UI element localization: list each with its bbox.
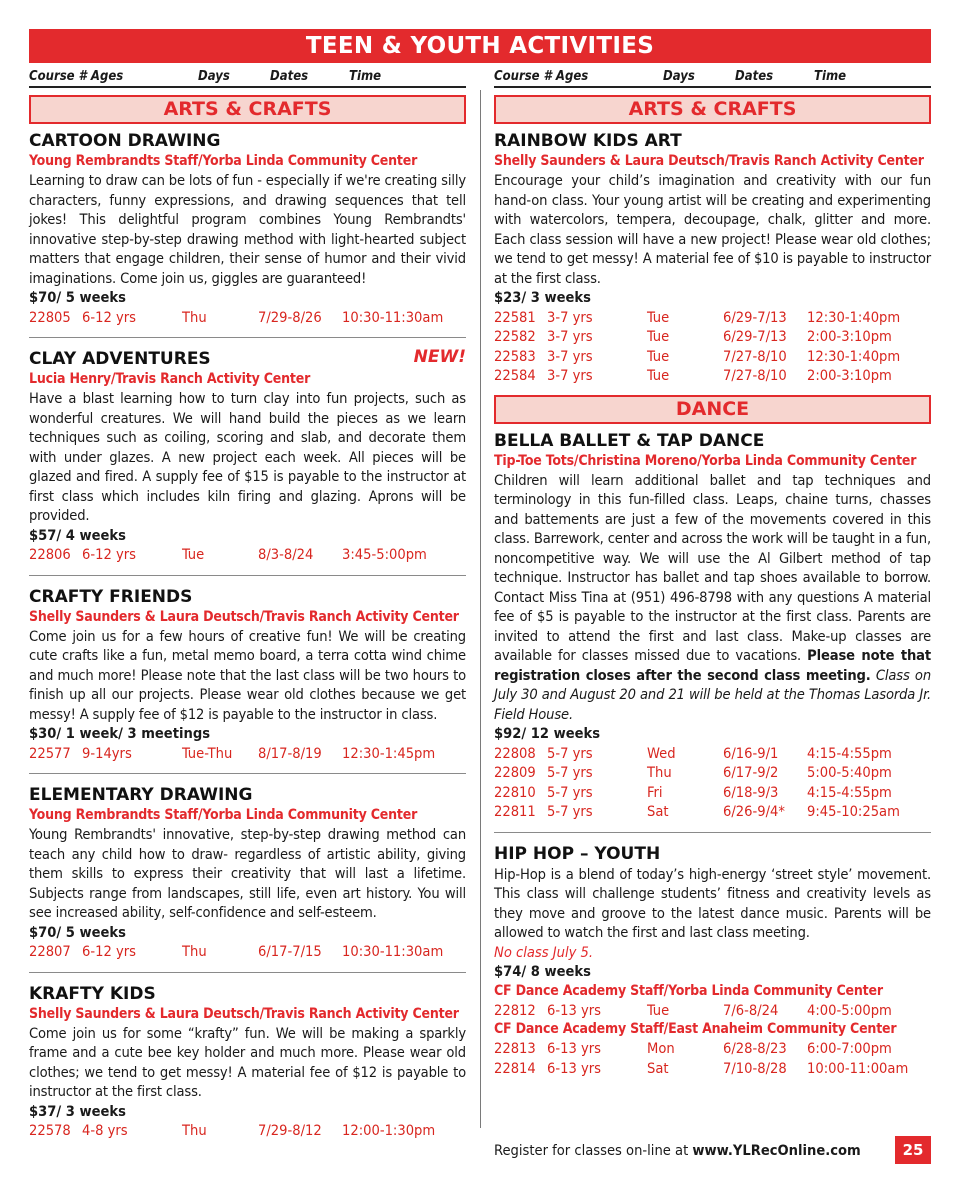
course-dates: 7/27-8/10 [723,367,787,384]
schedule-rows [494,1039,931,1078]
new-badge: NEW! [413,347,466,367]
course-description: Come join us for some “krafty” fun. We will be making a sparkly frame and a cute bee key holder and much more. Please wear old clothes; we tend to get messy! A material fee of $12 is payable to instructor at the first class. [29,1024,466,1100]
course-instructor: Shelly Saunders & Laura Deutsch/Travis Ranch Activity Center [494,153,924,169]
course-ages: 3-7 yrs [547,347,593,365]
course-title-text: CARTOON DRAWING [29,131,221,151]
footer [494,1141,864,1161]
schedule-row [494,1001,931,1021]
course-title-text: KRAFTY KIDS [29,983,156,1004]
course-title [29,349,466,370]
course-days: Tue [647,328,670,345]
course-description [494,471,931,725]
course-ages: 3-7 yrs [547,367,593,384]
course-hip-hop-youth [494,832,931,1079]
left-column [29,66,466,1141]
schedule-row [29,744,466,764]
course-ages: 3-7 yrs [547,308,593,326]
colhead-course: Course # Ages [29,69,124,84]
course-dates: 8/3-8/24 [258,546,314,563]
course-price: $70/ 5 weeks [29,289,126,306]
course-ages: 6-13 yrs [547,1040,601,1057]
course-days: Fri [647,783,663,801]
desc-italic-note: Class on July 30 and August 20 and 21 will be held at the Thomas Lasorda Jr. Field House. [494,666,931,723]
colhead-days: Days [198,69,230,84]
course-number: 22811 [494,803,536,820]
course-price: $23/ 3 weeks [494,289,591,306]
course-dates: 7/10-8/28 [723,1059,787,1077]
page-banner: TEEN & YOUTH ACTIVITIES [29,29,931,63]
course-ages: 5-7 yrs [547,783,593,801]
colhead-dates: Dates [735,69,774,84]
course-dates: 6/17-7/15 [258,943,322,960]
course-days: Tue [647,367,670,384]
course-ages: 5-7 yrs [547,764,593,781]
course-ages: 5-7 yrs [547,803,593,820]
course-ages: 9-14yrs [82,744,132,762]
course-description: Come join us for a few hours of creative fun! We will be creating cute crafts like a fun, metal memo board, a terra cotta wind chime and much more! Please note that the last class will be two hours to finish up all our projects. Please wear old clothes because we get messy! A supply fee of $12 is payable to the instructor in class. [29,627,466,723]
schedule-row [494,783,931,803]
course-days: Tue [647,347,670,365]
course-dates: 6/28-8/23 [723,1040,787,1057]
course-note: No class July 5. [494,943,594,961]
course-price: $37/ 3 weeks [29,1102,126,1120]
course-time: 2:00-3:10pm [807,328,892,345]
course-bella-ballet [494,424,931,822]
course-ages: 6-12 yrs [82,943,136,960]
colhead-time: Time [814,69,847,84]
course-ages: 6-12 yrs [82,546,136,563]
course-dates: 6/16-9/1 [723,744,779,762]
course-days: Thu [182,1122,207,1139]
course-time: 12:00-1:30pm [342,1122,436,1139]
section-header-dance: DANCE [494,395,931,424]
desc-text: Children will learn additional ballet and tap techniques and terminology in this fun-filled class. Leaps, chaine turns, chasses and battements are just a few of the movements covered in this class. Barrework, center and across the work will be taught in a fun, noncompetitive way. We will use the Al Gilbert method of tap technique. Instructor has ballet and tap shoes available to borrow. Contact Miss Tina at (951) 496-8798 with any questions A material fee of $5 is payable to the instructor at the first class. Parents are invited to attend the first and last class. Make-up classes are available for classes missed due to vacations. [494,471,931,664]
course-days: Sat [647,1059,669,1077]
course-instructor: Shelly Saunders & Laura Deutsch/Travis Ranch Activity Center [29,1005,459,1022]
course-number: 22813 [494,1040,536,1057]
course-dates: 7/27-8/10 [723,347,787,365]
course-time: 4:00-5:00pm [807,1001,892,1019]
course-title-text: CLAY ADVENTURES [29,349,211,369]
course-days: Thu [182,308,207,326]
course-time: 3:45-5:00pm [342,546,427,563]
desc-bold-note: Please note that registration closes after the second class meeting. [494,647,931,684]
course-time: 10:30-11:30am [342,943,444,960]
course-title: RAINBOW KIDS ART [494,131,682,151]
schedule-row [494,366,931,386]
schedule-rows [494,308,931,386]
colhead-course: Course # Ages [494,69,589,84]
course-time: 4:15-4:55pm [807,744,892,762]
course-title [29,131,466,152]
course-days: Sat [647,803,669,820]
course-number: 22577 [29,744,71,762]
colhead-dates: Dates [270,69,309,84]
schedule-row [494,802,931,822]
course-number: 22583 [494,347,536,365]
footer-url-link[interactable]: www.YLRecOnline.com [692,1142,861,1159]
course-ages: 6-13 yrs [547,1001,601,1019]
course-instructor: Young Rembrandts Staff/Yorba Linda Community Center [29,153,418,169]
course-number: 22805 [29,308,71,326]
course-dates: 7/29-8/26 [258,308,322,326]
course-block [29,972,466,1141]
course-number: 22810 [494,783,536,801]
right-column [494,66,931,1078]
course-days: Mon [647,1040,675,1057]
schedule-row [494,1059,931,1079]
course-time: 6:00-7:00pm [807,1040,892,1057]
schedule-row [494,347,931,367]
course-title-text: ELEMENTARY DRAWING [29,785,253,805]
course-dates: 6/29-7/13 [723,328,787,345]
course-dates: 6/17-9/2 [723,764,779,781]
schedule-rows [494,744,931,822]
section-header-arts-crafts: ARTS & CRAFTS [29,95,466,124]
course-time: 10:30-11:30am [342,308,444,326]
course-price: $92/ 12 weeks [494,725,601,742]
course-number: 22581 [494,308,536,326]
course-time: 2:00-3:10pm [807,367,892,384]
section-header-arts-crafts: ARTS & CRAFTS [494,95,931,124]
schedule-rows [494,1001,931,1021]
column-header [494,66,931,88]
course-price: $70/ 5 weeks [29,923,126,941]
course-ages: 6-13 yrs [547,1059,601,1077]
schedule-row [29,545,466,565]
course-dates: 6/26-9/4* [723,803,785,820]
colhead-days: Days [663,69,695,84]
course-days: Thu [647,764,672,781]
course-block [29,337,466,565]
course-block [29,773,466,962]
course-price: $74/ 8 weeks [494,963,591,980]
course-days: Tue-Thu [182,744,233,762]
course-number: 22578 [29,1122,71,1139]
schedule-row [494,763,931,783]
course-title-text: CRAFTY FRIENDS [29,586,193,607]
course-rainbow-kids-art [494,124,931,386]
column-divider [480,90,481,1128]
course-time: 12:30-1:40pm [807,347,901,365]
course-ages: 6-12 yrs [82,308,136,326]
page-number: 25 [895,1136,931,1164]
course-time: 12:30-1:45pm [342,744,436,762]
course-description: Hip-Hop is a blend of today’s high-energy ‘street style’ movement. This class will challenge students’ fitness and creativity levels as they move and groove to the latest dance music. Parents will be allowed to watch the first and last class meeting. [494,865,931,941]
course-number: 22582 [494,328,536,345]
course-number: 22812 [494,1001,536,1019]
course-ages: 5-7 yrs [547,744,593,762]
schedule-row [494,1039,931,1059]
course-number: 22814 [494,1059,536,1077]
course-title: BELLA BALLET & TAP DANCE [494,430,765,451]
course-title [29,984,466,1005]
course-ages: 3-7 yrs [547,328,593,345]
course-time: 12:30-1:40pm [807,308,901,326]
course-days: Tue [647,1001,670,1019]
course-instructor: Young Rembrandts Staff/Yorba Linda Community Center [29,807,418,823]
course-number: 22809 [494,764,536,781]
course-description: Have a blast learning how to turn clay into fun projects, such as wonderful creatures. We will hand build the pieces as we learn techniques such as coiling, scoring and slab, and decorate them with under glazes. A new project each week. All pieces will be glazed and fired. A supply fee of $15 is payable to the instructor at first class which includes kiln firing and glazing. Aprons will be provided. [29,390,466,524]
course-price: $30/ 1 week/ 3 meetings [29,725,211,742]
course-block [29,124,466,327]
course-days: Tue [647,308,670,326]
course-dates: 8/17-8/19 [258,744,322,762]
course-time: 9:45-10:25am [807,803,900,820]
schedule-row [29,1121,466,1141]
course-number: 22584 [494,367,536,384]
course-dates: 7/29-8/12 [258,1122,322,1139]
course-days: Wed [647,744,676,762]
footer-text: Register for classes on-line at [494,1142,693,1159]
course-instructor: Lucia Henry/Travis Ranch Activity Center [29,371,311,387]
course-title: HIP HOP – YOUTH [494,843,661,864]
course-dates: 6/29-7/13 [723,308,787,326]
course-time: 5:00-5:40pm [807,764,892,781]
schedule-row [494,308,931,328]
course-days: Thu [182,943,207,960]
schedule-row [494,327,931,347]
course-instructor: Shelly Saunders & Laura Deutsch/Travis Ranch Activity Center [29,608,459,625]
course-instructor: CF Dance Academy Staff/Yorba Linda Community Center [494,982,883,999]
course-description: Young Rembrandts' innovative, step-by-step drawing method can teach any child how to draw- regardless of artistic ability, giving them skills to express their creativity that will last a lifetime. Subjects range from landscapes, still life, even art history. You will see increased ability, self-confidence and self-esteem. [29,826,466,921]
course-title [29,587,466,608]
course-block [29,575,466,764]
course-instructor: Tip-Toe Tots/Christina Moreno/Yorba Linda Community Center [494,452,917,469]
colhead-time: Time [349,69,382,84]
schedule-row [29,942,466,962]
course-description: Encourage your child’s imagination and creativity with our fun hand-on class. Your young artist will be creating and experimenting with watercolors, tempera, decoupage, chalk, glitter and more. Each class session will have a new project! Please wear old clothes; we tend to get messy! A material fee of $10 is payable to instructor at the first class. [494,172,931,287]
column-header [29,66,466,88]
course-price: $57/ 4 weeks [29,526,126,544]
course-dates: 7/6-8/24 [723,1001,779,1019]
left-course-list [29,124,466,1141]
course-ages: 4-8 yrs [82,1122,128,1139]
schedule-row [494,744,931,764]
course-time: 10:00-11:00am [807,1059,909,1077]
course-description: Learning to draw can be lots of fun - especially if we're creating silly characters, funny expressions, and drawing sequences that tell jokes! This delightful program combines Young Rembrandts' innovative step-by-step drawing method with light-hearted subject matters that engage children, their sense of humor and their vivid imaginations. Come join us, giggles are guaranteed! [29,172,466,287]
schedule-row [29,308,466,328]
course-title [29,785,466,806]
course-number: 22806 [29,546,71,563]
course-days: Tue [182,546,205,563]
course-number: 22808 [494,744,536,762]
course-time: 4:15-4:55pm [807,783,892,801]
course-dates: 6/18-9/3 [723,783,779,801]
course-instructor: CF Dance Academy Staff/East Anaheim Community Center [494,1021,897,1037]
course-number: 22807 [29,943,71,960]
